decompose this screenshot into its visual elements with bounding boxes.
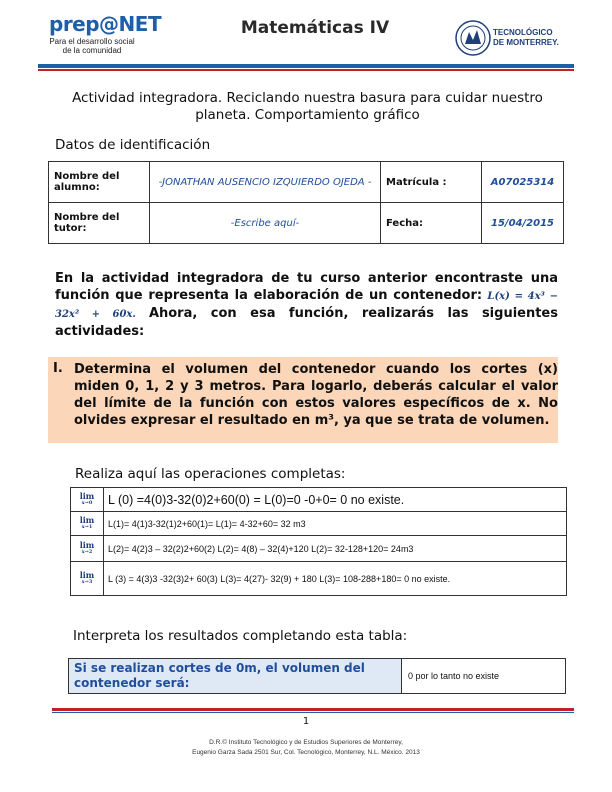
activity-instructions: Determina el volumen del contenedor cuando los cortes (x) miden 0, 1, 2 y 3 metros. Para logarlo, deberás calcular el valor del límite de la función con estos valores específicos de x. No olvides expresar el resultado en m³, ya que se trata de volumen. (74, 362, 558, 428)
header-rule-red (38, 69, 574, 71)
limit-word: lim (79, 490, 95, 501)
intro-text-end: Ahora, con esa función, realizarás las siguientes actividades: (55, 306, 558, 339)
limit-notation (71, 512, 104, 536)
tutor-label: Nombre del tutor: (49, 203, 150, 244)
date-label: Fecha: (381, 203, 482, 244)
footer-line-1: D.R.© Instituto Tecnológico y de Estudios Superiores de Monterrey, (209, 739, 403, 746)
date-field[interactable]: 15/04/2015 (482, 203, 564, 244)
limit-word: lim (79, 569, 95, 580)
limit-subscript: x→1 (81, 523, 93, 530)
intro-paragraph (55, 270, 558, 340)
limit-word: lim (79, 539, 95, 550)
footer-rule-red (52, 708, 574, 711)
tec-wordmark-line1: TECNOLÓGICO (493, 28, 553, 37)
footer-line-2: Eugenio Garza Sada 2501 Sur, Col. Tecnológico, Monterrey, N.L. México. 2013 (192, 749, 420, 756)
prepanet-logo (49, 12, 162, 55)
operation-cell[interactable]: L(1)= 4(1)3-32(1)2+60(1)= L(1)= 4-32+60= 32 m3 (104, 512, 567, 536)
operation-cell[interactable]: L (3) = 4(3)3 -32(3)2+ 60(3) L(3)= 4(27)- 32(9) + 180 L(3)= 108-288+180= 0 no existe. (104, 562, 567, 596)
student-name-field[interactable]: -JONATHAN AUSENCIO IZQUIERDO OJEDA - (150, 162, 381, 203)
limit-notation (71, 536, 104, 562)
id-label: Matrícula : (381, 162, 482, 203)
activity-number: I. (53, 361, 63, 376)
footer-rule-blue (52, 712, 574, 713)
course-title: Matemáticas IV (240, 18, 390, 38)
operation-cell[interactable]: L(2)= 4(2)3 – 32(2)2+60(2) L(2)= 4(8) – 32(4)+120 L(2)= 32-128+120= 24m3 (104, 536, 567, 562)
table-row (69, 659, 566, 694)
interpretation-table (68, 658, 566, 694)
limit-symbol (79, 569, 95, 586)
table-row (49, 162, 564, 203)
table-row (71, 562, 567, 596)
operations-heading: Realiza aquí las operaciones completas: (75, 466, 346, 482)
prepanet-tagline: Para el desarrollo social de la comunidad (49, 37, 135, 55)
student-label: Nombre del alumno: (49, 162, 150, 203)
header-rule-blue (38, 64, 574, 68)
document-title: Actividad integradora. Reciclando nuestra basura para cuidar nuestro planeta. Comportamiento gráfico (72, 90, 543, 123)
table-row (71, 536, 567, 562)
identification-heading: Datos de identificación (55, 137, 211, 153)
function-formula: L(x) = 4x³ − 32x² + 60x. (55, 291, 558, 320)
limit-notation (71, 488, 104, 512)
interpretation-answer-field[interactable]: 0 por lo tanto no existe (402, 659, 566, 694)
tec-wordmark (493, 28, 559, 48)
operations-table (70, 487, 567, 596)
limit-symbol (79, 539, 95, 556)
table-row (49, 203, 564, 244)
prepanet-logo-word: prep@NET (49, 12, 162, 36)
operation-cell[interactable]: L (0) =4(0)3-32(0)2+60(0) = L(0)=0 -0+0= 0 no existe. (104, 488, 567, 512)
table-row (71, 488, 567, 512)
page-number: 1 (302, 716, 310, 727)
interpretation-question: Si se realizan cortes de 0m, el volumen del contenedor será: (69, 659, 402, 694)
tec-wordmark-line2: DE MONTERREY. (493, 38, 559, 47)
limit-notation (71, 562, 104, 596)
id-field[interactable]: A07025314 (482, 162, 564, 203)
limit-subscript: x→2 (81, 548, 93, 555)
limit-subscript: x→0 (81, 499, 93, 506)
identification-table (48, 161, 564, 244)
intro-text-start: En la actividad integradora de tu curso anterior encontraste una función que representa la elaboración de un contenedor: (55, 271, 558, 303)
table-row (71, 512, 567, 536)
limit-symbol (79, 490, 95, 507)
interpretation-heading: Interpreta los resultados completando esta tabla: (73, 628, 408, 644)
copyright-footer (140, 738, 472, 758)
limit-word: lim (79, 514, 95, 525)
tec-seal-icon (455, 17, 491, 59)
limit-symbol (79, 514, 95, 531)
limit-subscript: x→3 (81, 578, 93, 585)
tutor-name-field[interactable]: -Escribe aquí- (150, 203, 381, 244)
